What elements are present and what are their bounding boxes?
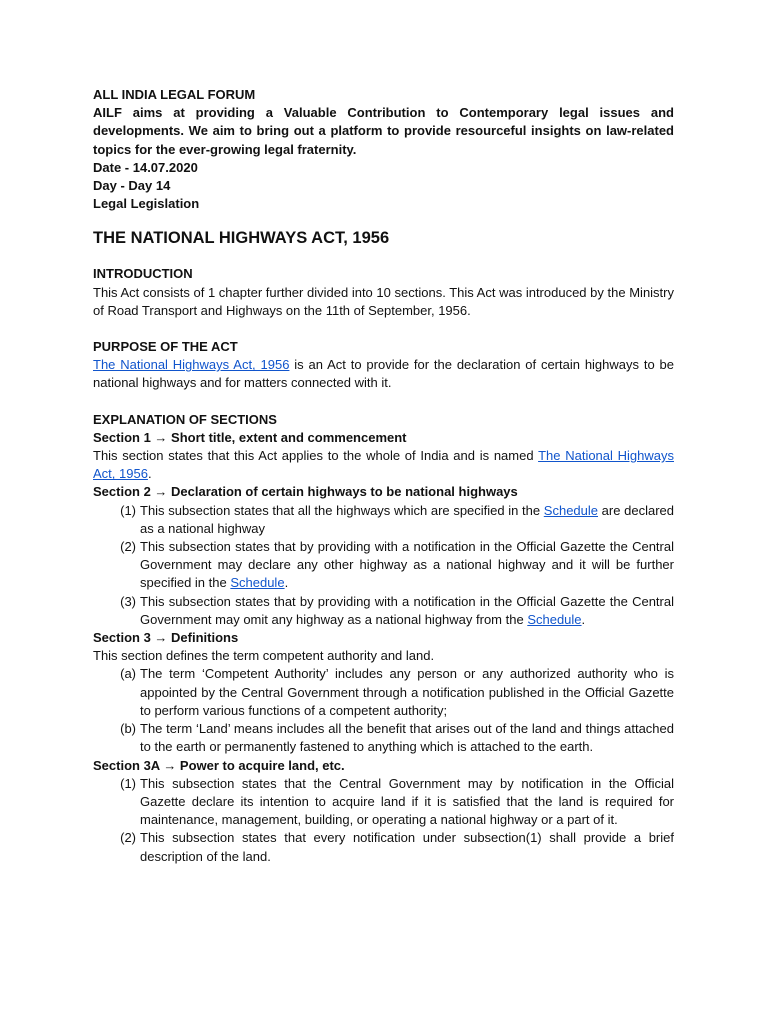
item-number: (1) — [120, 775, 136, 791]
schedule-link[interactable]: Schedule — [543, 502, 599, 518]
item-text: This subsection states that every notification under subsection(1) shall provide a brief description of the land. — [140, 830, 674, 864]
section-2-heading: Section 2 → Declaration of certain highways to be national highways — [93, 484, 518, 500]
list-item — [93, 538, 674, 593]
section-3-text: This section defines the term competent authority and land. — [93, 648, 435, 664]
item-text: This subsection states that by providing with a notification in the Official Gazette the Central Government may declare any other highway as a national highway and it will be further specified in the Schedule. — [140, 539, 674, 591]
schedule-link[interactable]: Schedule — [527, 611, 582, 627]
item-text: This subsection states that all the highways which are specified in the Schedule are declared as a national highway — [140, 502, 674, 536]
item-number: (3) — [120, 593, 136, 609]
explanation-heading: EXPLANATION OF SECTIONS — [93, 411, 277, 427]
item-number: (2) — [120, 830, 136, 846]
item-text: This subsection states that the Central Government may by notification in the Official Gazette declare its intention to acquire land if it is satisfied that the land is required for maintenance, management, building, or operating a national highway or a part of it. — [140, 775, 674, 828]
item-number: (b) — [120, 721, 136, 737]
list-item — [93, 829, 674, 865]
act-link[interactable]: The National Highways Act, 1956 — [93, 448, 674, 482]
document-title: THE NATIONAL HIGHWAYS ACT, 1956 — [93, 229, 390, 248]
section-3-list — [93, 665, 674, 756]
item-number: (a) — [120, 666, 136, 682]
item-text: This subsection states that by providing with a notification in the Official Gazette the Central Government may omit any highway as a national highway from the Schedule. — [140, 593, 674, 627]
purpose-paragraph — [93, 356, 674, 392]
category-line: Legal Legislation — [93, 196, 200, 212]
item-text: The term ‘Land’ means includes all the benefit that arises out of the land and things attached to the earth or permanently fastened to anything which is attached to the earth. — [140, 721, 674, 755]
list-item — [93, 502, 674, 538]
list-item — [93, 775, 674, 830]
section-1-heading: Section 1 → Short title, extent and commencement — [93, 429, 407, 445]
purpose-heading: PURPOSE OF THE ACT — [93, 339, 238, 355]
item-text: The term ‘Competent Authority’ includes any person or any authorized authority who is appointed by the Central Government through a notification published in the Official Gazette to perform various functions of a competent authority; — [140, 666, 674, 718]
section-3a-list — [93, 775, 674, 866]
item-number: (2) — [120, 539, 136, 555]
list-item — [93, 665, 674, 720]
intro-heading: INTRODUCTION — [93, 266, 193, 282]
section-2-list — [93, 502, 674, 629]
section-3a-heading: Section 3A → Power to acquire land, etc. — [93, 757, 345, 773]
intro-text: This Act consists of 1 chapter further divided into 10 sections. This Act was introduced by the Ministry of Road Transport and Highways on the 11th of September, 1956. — [93, 284, 674, 318]
purpose-text: is an Act to provide for the declaration of certain highways to be national highways and for matters connected with it. — [93, 357, 675, 391]
list-item — [93, 593, 674, 629]
mission-statement: AILF aims at providing a Valuable Contribution to Contemporary legal issues and developments. We aim to bring out a platform to provide resourceful insights on law-related topics for the ever-growing legal fraternity. — [93, 105, 674, 157]
date-line: Date - 14.07.2020 — [93, 159, 198, 175]
section-3-heading: Section 3 → Definitions — [93, 630, 239, 646]
day-line: Day - Day 14 — [93, 178, 171, 194]
org-name: ALL INDIA LEGAL FORUM — [93, 87, 256, 102]
schedule-link[interactable]: Schedule — [230, 575, 285, 591]
act-link[interactable]: The National Highways Act, 1956 — [93, 357, 290, 373]
section-1-text: This section states that this Act applies to the whole of India and is named The National Highways Act, 1956. — [93, 448, 674, 482]
item-number: (1) — [120, 502, 136, 518]
list-item — [93, 720, 674, 756]
